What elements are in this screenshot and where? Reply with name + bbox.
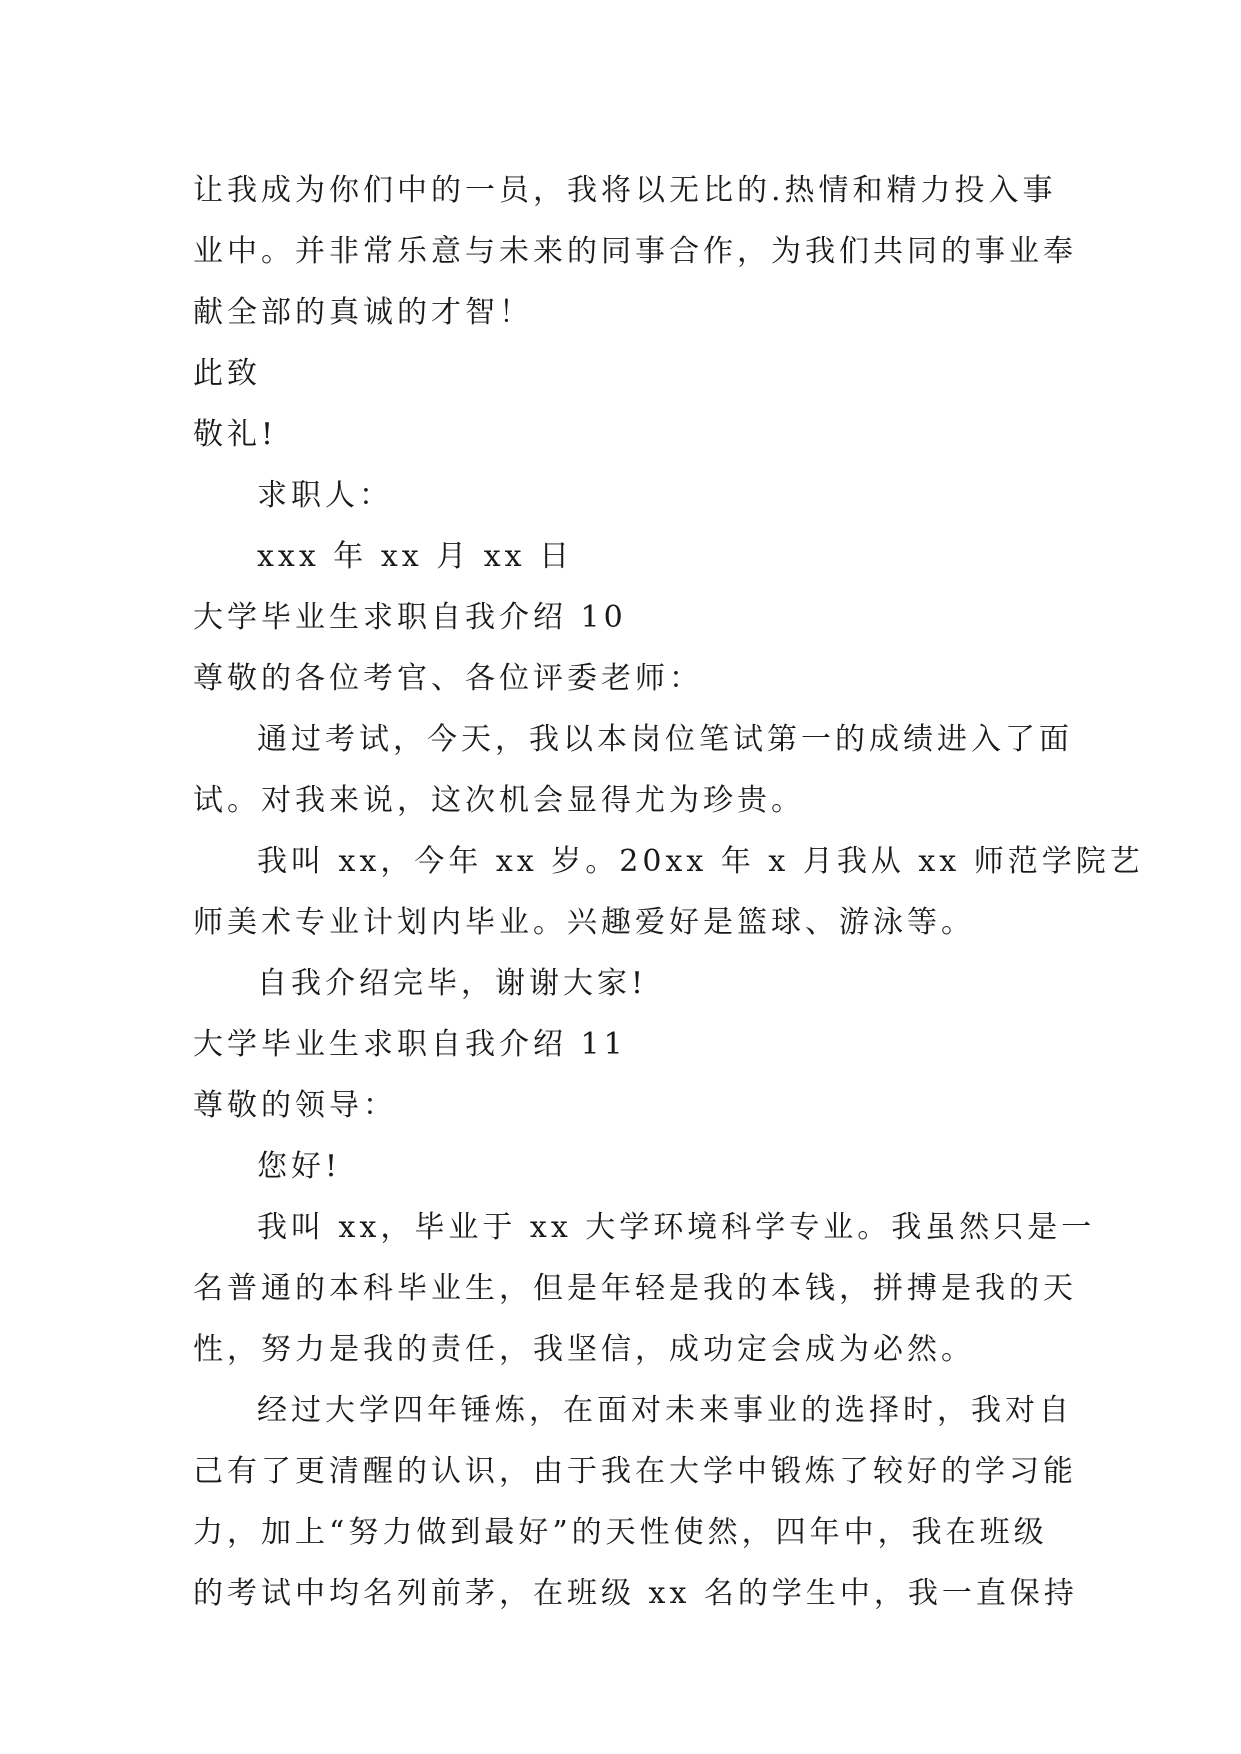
- salutation-10: 尊敬的各位考官、各位评委老师：: [193, 661, 703, 696]
- text-line: 我叫 xx，今年 xx 岁。20xx 年 x 月我从 xx 师范学院艺: [257, 844, 1144, 879]
- text-line: 我叫 xx，毕业于 xx 大学环境科学专业。我虽然只是一: [257, 1210, 1096, 1245]
- text-line: 师美术专业计划内毕业。兴趣爱好是篮球、游泳等。: [193, 905, 975, 940]
- paragraph-closing-commitment: [193, 160, 1077, 343]
- section-heading-11: 大学毕业生求职自我介绍 11: [193, 1027, 627, 1062]
- date-line: xxx 年 xx 月 xx 日: [257, 539, 574, 574]
- text-line: 力，加上“努力做到最好”的天性使然，四年中，我在班级: [193, 1515, 1048, 1550]
- salutation-11: 尊敬的领导：: [193, 1088, 397, 1123]
- text-line: 试。对我来说，这次机会显得尤为珍贵。: [193, 783, 805, 818]
- text-line: 经过大学四年锤炼，在面对未来事业的选择时，我对自: [257, 1393, 1073, 1428]
- document-body: [193, 160, 1144, 1624]
- paragraph-10-intro: [193, 709, 1073, 831]
- section-heading-10: 大学毕业生求职自我介绍 10: [193, 600, 627, 635]
- paragraph-10-background: [193, 831, 1144, 953]
- text-line: 通过考试，今天，我以本岗位笔试第一的成绩进入了面: [257, 722, 1073, 757]
- closing-salute: 敬礼!: [193, 417, 278, 452]
- text-line: 的考试中均名列前茅，在班级 xx 名的学生中，我一直保持: [193, 1576, 1078, 1611]
- paragraph-11-intro: [193, 1197, 1096, 1380]
- greeting-11: 您好!: [257, 1149, 342, 1184]
- applicant-label: 求职人：: [257, 478, 393, 513]
- text-line: 业中。并非常乐意与未来的同事合作，为我们共同的事业奉: [193, 234, 1077, 269]
- text-line: 献全部的真诚的才智！: [193, 295, 533, 330]
- text-line: 名普通的本科毕业生，但是年轻是我的本钱，拼搏是我的天: [193, 1271, 1077, 1306]
- paragraph-10-ending: 自我介绍完毕，谢谢大家!: [257, 966, 648, 1001]
- text-line: 性，努力是我的责任，我坚信，成功定会成为必然。: [193, 1332, 975, 1367]
- paragraph-11-university: [193, 1380, 1078, 1624]
- text-line: 己有了更清醒的认识，由于我在大学中锻炼了较好的学习能: [193, 1454, 1077, 1489]
- closing-phrase: 此致: [193, 356, 261, 391]
- text-line: 让我成为你们中的一员，我将以无比的.热情和精力投入事: [193, 173, 1057, 208]
